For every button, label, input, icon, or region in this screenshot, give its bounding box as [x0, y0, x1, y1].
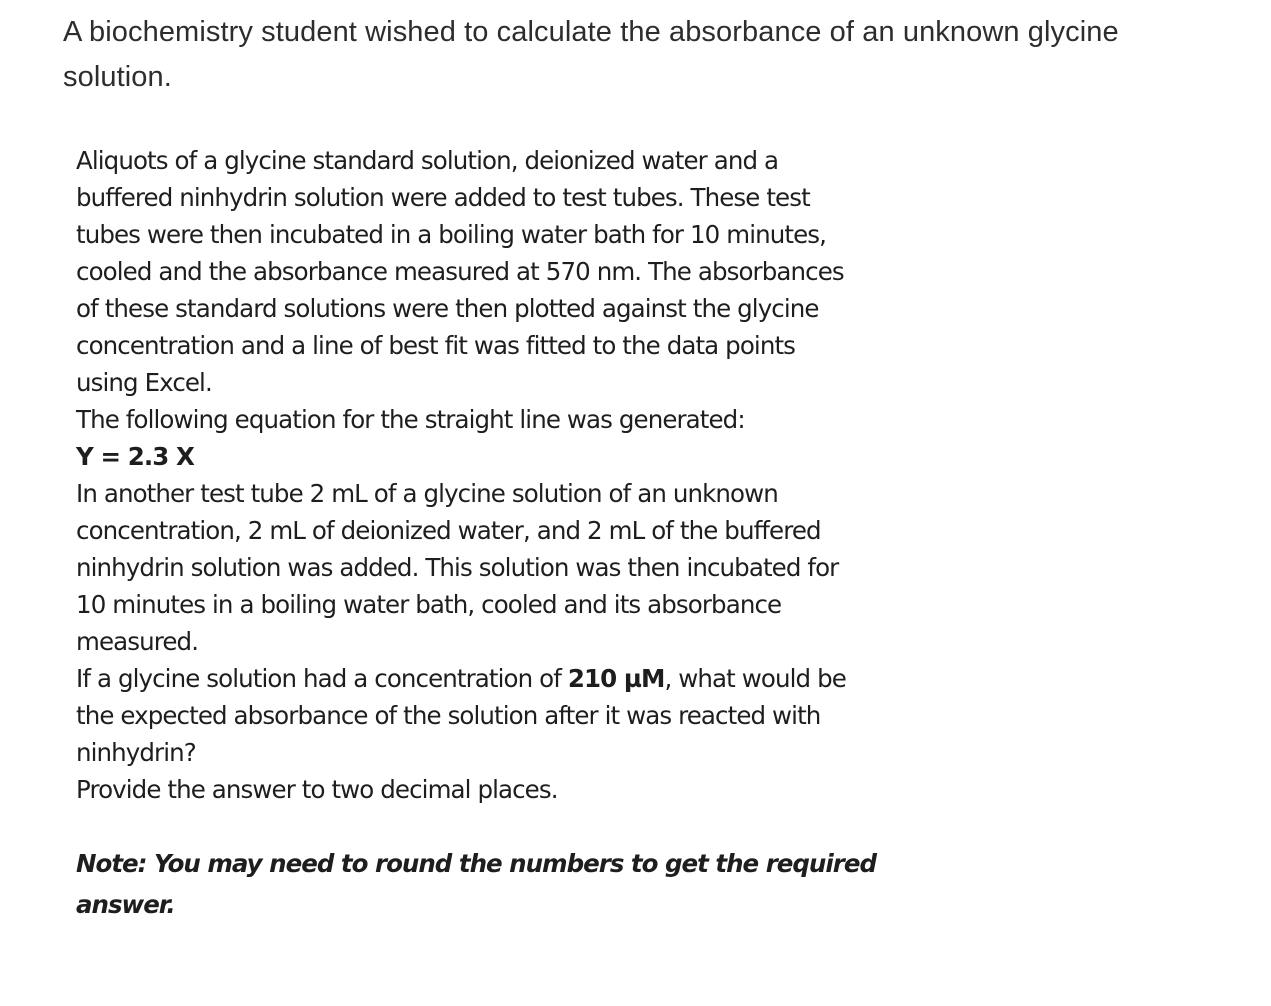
- concentration-value: 210 µM: [567, 664, 665, 693]
- question-line: [76, 660, 936, 697]
- paragraph1-line: using Excel.: [76, 368, 212, 397]
- instruction: Provide the answer to two decimal places.: [76, 775, 558, 804]
- paragraph2-line: ninhydrin solution was added. This solution was then incubated for: [76, 553, 839, 582]
- question-image: [67, 138, 937, 933]
- paragraph2-line: 10 minutes in a boiling water bath, cooled and its absorbance: [76, 590, 782, 619]
- equation-intro: The following equation for the straight line was generated:: [76, 405, 745, 434]
- question-prefix: If a glycine solution had a concentration of: [76, 664, 568, 693]
- paragraph2-line: concentration, 2 mL of deionized water, and 2 mL of the buffered: [76, 516, 821, 545]
- paragraph2-line: measured.: [76, 627, 199, 656]
- note-line: answer.: [76, 890, 175, 919]
- equation: Y = 2.3 X: [76, 442, 195, 471]
- paragraph1-line: tubes were then incubated in a boiling water bath for 10 minutes,: [76, 220, 826, 249]
- paragraph1-line: of these standard solutions were then plotted against the glycine: [76, 294, 819, 323]
- note-line: Note: You may need to round the numbers to get the required: [76, 849, 877, 878]
- question-text: [76, 142, 936, 925]
- intro-line-2: solution.: [63, 61, 172, 93]
- paragraph1-line: concentration and a line of best fit was fitted to the data points: [76, 331, 796, 360]
- question-line: ninhydrin?: [76, 738, 196, 767]
- intro-line-1: A biochemistry student wished to calculate the absorbance of an unknown glycine: [63, 16, 1119, 48]
- paragraph1-line: cooled and the absorbance measured at 570 nm. The absorbances: [76, 257, 844, 286]
- question-suffix: , what would be: [664, 664, 846, 693]
- paragraph1-line: Aliquots of a glycine standard solution, deionized water and a: [76, 146, 779, 175]
- intro-text: [63, 10, 1243, 100]
- paragraph2-line: In another test tube 2 mL of a glycine solution of an unknown: [76, 479, 778, 508]
- paragraph1-line: buffered ninhydrin solution were added to test tubes. These test: [76, 183, 810, 212]
- question-line: the expected absorbance of the solution after it was reacted with: [76, 701, 821, 730]
- spacer: [76, 808, 936, 843]
